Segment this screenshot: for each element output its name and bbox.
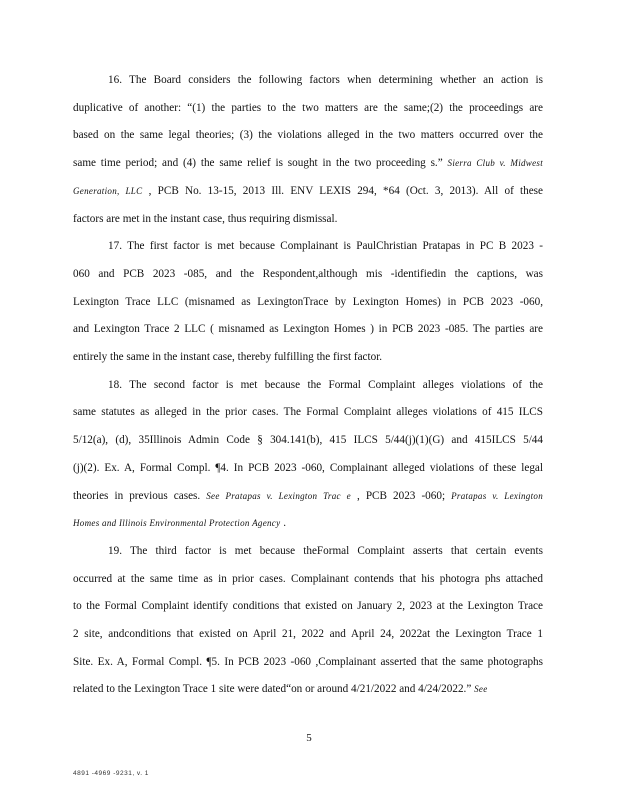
text-line (73, 292, 543, 312)
document-id: 4891 -4969 -9231, v. 1 (73, 770, 149, 777)
text-line (73, 209, 543, 229)
text-line (73, 430, 543, 450)
line-text: based on the same legal theories; (3) the violations alleged in the two matters occurred over the (73, 129, 543, 142)
line-text: theories in previous cases. (73, 489, 207, 502)
line-text: 2 site, andconditions that existed on April 21, 2022 and April 24, 2022at the Lexington Trace 1 (73, 628, 543, 640)
line-text: 19. The third factor is met because theFormal Complaint asserts that certain events (108, 544, 543, 557)
line-text: entirely the same in the instant case, thereby fulfilling the first factor. (73, 351, 383, 363)
text-line (108, 236, 543, 256)
text-line (73, 125, 543, 145)
citation-text: See (474, 684, 488, 695)
line-text: factors are met in the instant case, thus requiring dismissal. (73, 212, 338, 225)
text-line (73, 513, 543, 533)
text-line (73, 153, 543, 173)
page-number: 5 (306, 732, 312, 744)
text-line (73, 596, 543, 616)
line-text: 17. The first factor is met because Complainant is PaulChristian Pratapas in PC B 2023 - (108, 240, 543, 253)
line-text: , PCB 2023 -060; (350, 489, 452, 502)
text-line (73, 486, 543, 506)
line-text: related to the Lexington Trace 1 site were dated“on or around 4/21/2022 and 4/24/2022.” (73, 683, 475, 696)
text-line (73, 624, 543, 644)
text-line (73, 181, 543, 201)
line-text: Lexington Trace LLC (misnamed as LexingtonTrace by Lexington Homes) in PCB 2023 -060, (73, 295, 543, 308)
text-line (108, 375, 543, 395)
line-text: to the Formal Complaint identify conditions that existed on January 2, 2023 at the Lexington Trace (73, 600, 543, 613)
text-line (73, 569, 543, 589)
line-text: , PCB No. 13-15, 2013 Ill. ENV LEXIS 294, *64 (Oct. 3, 2013). All of these (142, 184, 543, 197)
text-line (73, 319, 543, 339)
line-text: occurred at the same time as in prior cases. Complainant contends that his photogra phs attached (73, 572, 543, 585)
line-text: same statutes as alleged in the prior cases. The Formal Complaint alleges violations of 415 ILCS (73, 406, 543, 419)
citation-text: Homes and Illinois Environmental Protection Agency (73, 518, 281, 529)
text-line (73, 347, 543, 367)
line-text: (j)(2). Ex. A, Formal Compl. ¶4. In PCB 2023 -060, Complainant alleged violations of these legal (73, 461, 543, 474)
text-line (108, 541, 543, 561)
text-line (108, 70, 543, 90)
line-text: 060 and PCB 2023 -085, and the Respondent,although mis -identifiedin the captions, was (73, 267, 543, 280)
text-line (73, 264, 543, 284)
line-text: duplicative of another: “(1) the parties to the two matters are the same;(2) the proceedings are (73, 101, 543, 114)
text-line (73, 98, 543, 118)
text-line (73, 402, 543, 422)
line-text: 5/12(a), (d), 35Illinois Admin Code § 304.141(b), 415 ILCS 5/44(j)(1)(G) and 415ILCS 5/44 (73, 434, 543, 447)
text-line (73, 458, 543, 478)
line-text: same time period; and (4) the same relief is sought in the two proceeding s.” (73, 157, 448, 170)
line-text: 18. The second factor is met because the Formal Complaint alleges violations of the (108, 378, 543, 391)
citation-text: See Pratapas v. Lexington Trac e (206, 490, 351, 501)
line-text: Site. Ex. A, Formal Compl. ¶5. In PCB 2023 -060 ,Complainant asserted that the same photographs (73, 655, 543, 668)
line-text: and Lexington Trace 2 LLC ( misnamed as Lexington Homes ) in PCB 2023 -085. The parties are (73, 323, 543, 336)
text-line (73, 652, 543, 672)
citation-text: Pratapas v. Lexington (451, 490, 544, 501)
citation-text: Sierra Club v. Midwest (447, 158, 543, 169)
line-text: . (280, 517, 286, 530)
line-text: 16. The Board considers the following factors when determining whether an action is (108, 74, 543, 86)
text-line (73, 679, 543, 699)
citation-text: Generation, LLC (73, 185, 143, 196)
